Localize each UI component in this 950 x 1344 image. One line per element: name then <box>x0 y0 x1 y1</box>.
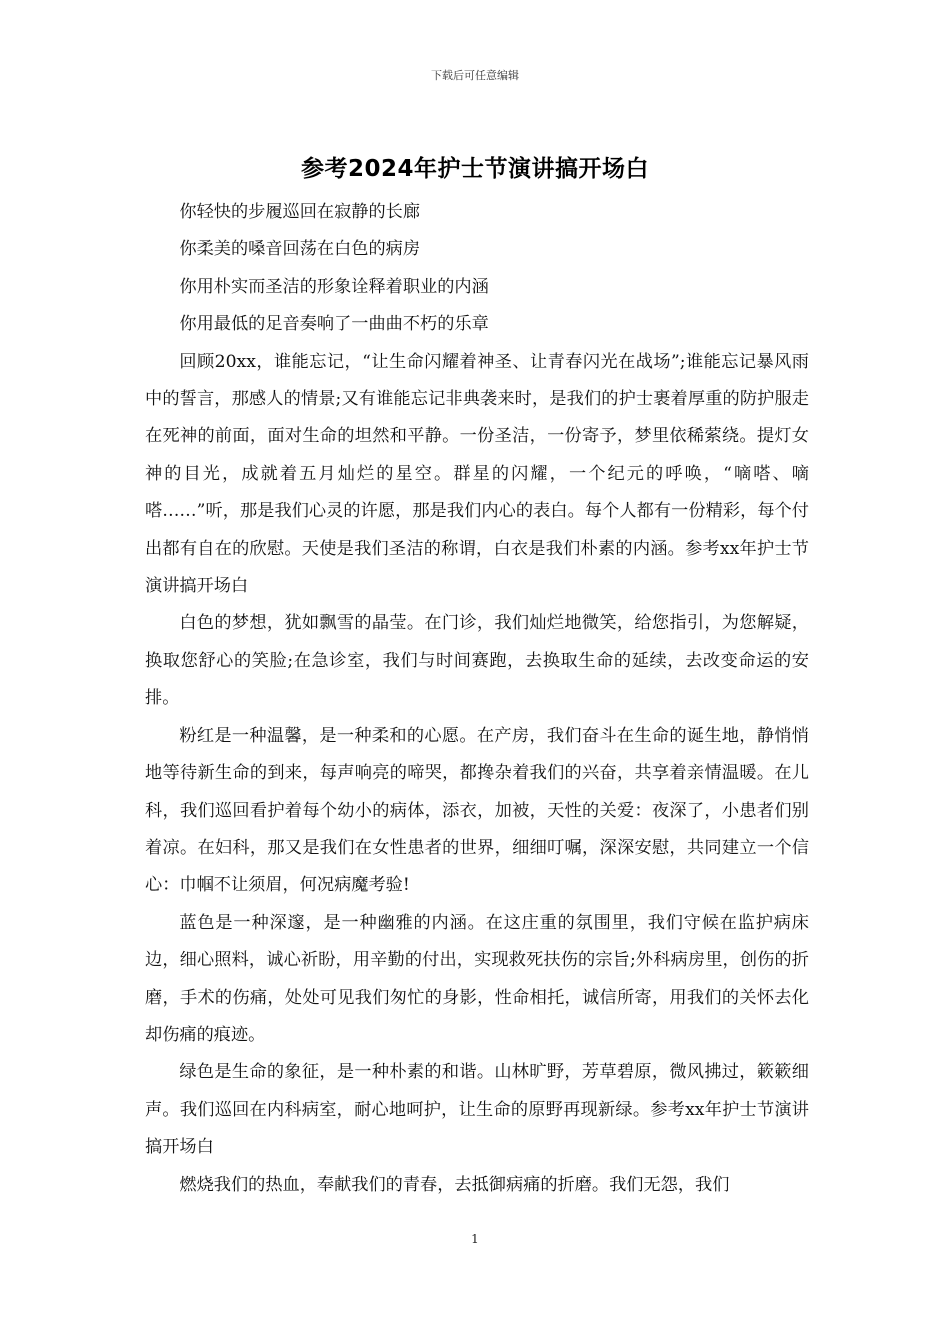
paragraph: 燃烧我们的热血，奉献我们的青春，去抵御病痛的折磨。我们无怨，我们 <box>179 1174 730 1195</box>
paragraph: 白色的梦想，犹如飘雪的晶莹。在门诊，我们灿烂地微笑，给您指引，为您解疑，换取您舒心的笑脸;在急诊室，我们与时间赛跑，去换取生命的延续，去改变命运的安排。 <box>145 613 809 709</box>
paragraph: 蓝色是一种深邃，是一种幽雅的内涵。在这庄重的氛围里，我们守候在监护病床边，细心照料，诚心祈盼，用辛勤的付出，实现救死扶伤的宗旨;外科病房里，创伤的折磨，手术的伤痛，处处可见我们匆忙的身影，性命相托，诚信所寄，用我们的关怀去化却伤痛的痕迹。 <box>145 912 809 1045</box>
paragraph: 绿色是生命的象征，是一种朴素的和谐。山林旷野，芳草碧原，微风拂过，簌簌细声。我们巡回在内科病室，耐心地呵护，让生命的原野再现新绿。参考xx年护士节演讲搞开场白 <box>145 1062 809 1158</box>
paragraph: 粉红是一种温馨，是一种柔和的心愿。在产房，我们奋斗在生命的诞生地，静悄悄地等待新生命的到来，每声响亮的啼哭，都搀杂着我们的兴奋，共享着亲情温暖。在儿科，我们巡回看护着每个幼小的病体，添衣，加被，天性的关爱：夜深了，小患者们别着凉。在妇科，那又是我们在女性患者的世界，细细叮嘱，深深安慰，共同建立一个信心：巾帼不让须眉，何况病魔考验! <box>145 725 809 896</box>
paragraph: 你柔美的嗓音回荡在白色的病房 <box>179 239 421 260</box>
page-number: 1 <box>471 1232 479 1246</box>
paragraph: 你用最低的足音奏响了一曲曲不朽的乐章 <box>179 314 489 335</box>
header-note: 下载后可任意编辑 <box>431 69 519 82</box>
document-body <box>145 194 809 1204</box>
document-title: 参考2024年护士节演讲搞开场白 <box>300 156 649 182</box>
paragraph: 你用朴实而圣洁的形象诠释着职业的内涵 <box>179 276 489 297</box>
paragraph: 你轻快的步履巡回在寂静的长廊 <box>179 202 421 222</box>
paragraph: 回顾20xx，谁能忘记，“让生命闪耀着神圣、让青春闪光在战场”;谁能忘记暴风雨中的誓言，那感人的情景;又有谁能忘记非典袭来时，是我们的护士裹着厚重的防护服走在死神的前面，面对生命的坦然和平静。一份圣洁，一份寄予，梦里依稀萦绕。提灯女神的目光，成就着五月灿烂的星空。群星的闪耀，一个纪元的呼唤，“嘀嗒、嘀嗒……”听，那是我们心灵的许愿，那是我们内心的表白。每个人都有一份精彩，每个付出都有自在的欣慰。天使是我们圣洁的称谓，白衣是我们朴素的内涵。参考xx年护士节演讲搞开场白 <box>145 351 809 597</box>
